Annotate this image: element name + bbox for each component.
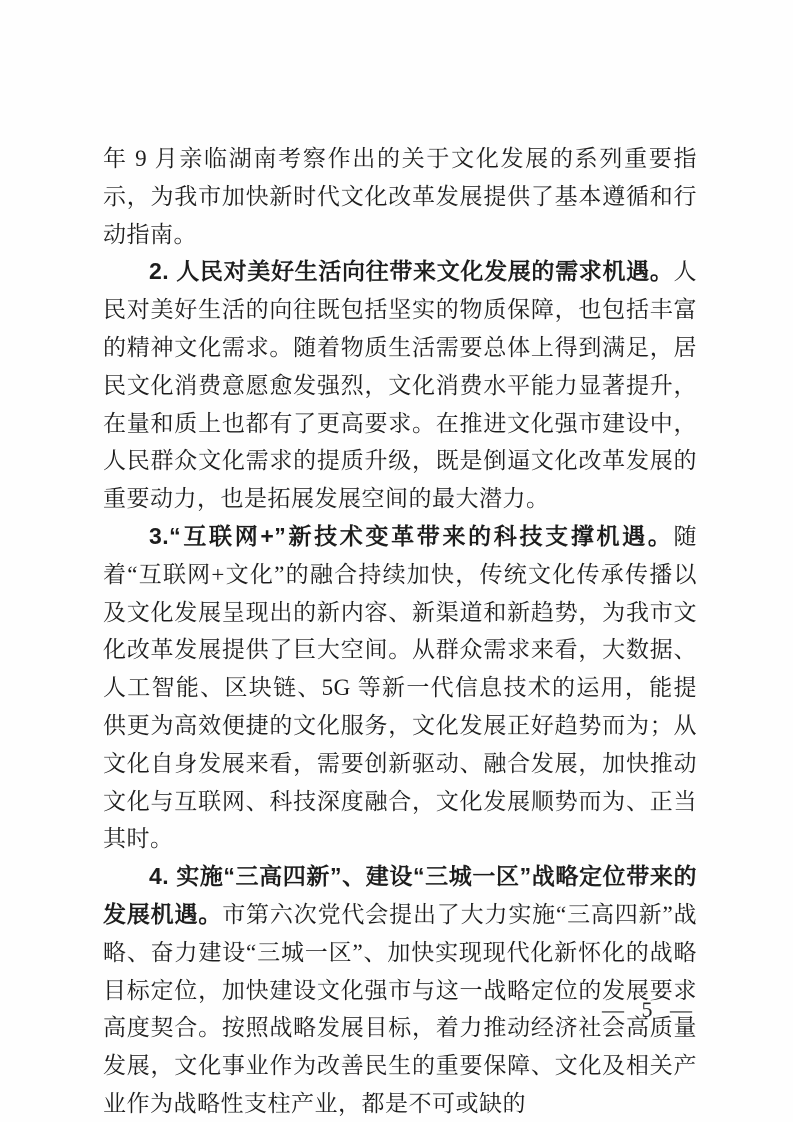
paragraph-text: 年 9 月亲临湖南考察作出的关于文化发展的系列重要指示，为我市加快新时代文化改革发展提供了基本遵循和行动指南。 (103, 146, 697, 247)
paragraph (103, 518, 697, 858)
page-number: — 5 — (602, 997, 693, 1022)
paragraph-lead: 4. 实施“三高四新”、建设“三城一区”战略定位带来的发展机遇。 (103, 863, 697, 927)
paragraph-lead: 3.“互联网+”新技术变革带来的科技支撑机遇。 (149, 522, 674, 549)
paragraph-text: 随着“互联网+文化”的融合持续加快，传统文化传承传播以及文化发展呈现出的新内容、新渠道和新趋势，为我市文化改革发展提供了巨大空间。从群众需求来看，大数据、人工智能、区块链、5G 等新一代信息技术的运用，能提供更为高效便捷的文化服务，文化发展正好趋势而为；从文化自身发展来看，需要创新驱动、融合发展，加快推动文化与互联网、科技深度融合，文化发展顺势而为、正当其时。 (103, 523, 697, 852)
paragraph (103, 140, 697, 253)
paragraph-text: 市第六次党代会提出了大力实施“三高四新”战略、奋力建设“三城一区”、加快实现现代化新怀化的战略目标定位，加快建设文化强市与这一战略定位的发展要求高度契合。按照战略发展目标，着力推动经济社会高质量发展，文化事业作为改善民生的重要保障、文化及相关产业作为战略性支柱产业，都是不可或缺的 (103, 901, 697, 1116)
paragraph (103, 858, 697, 1122)
paragraph-lead: 2. 人民对美好生活向往带来文化发展的需求机遇。 (149, 258, 674, 285)
paragraph-text: 人民对美好生活的向往既包括坚实的物质保障，也包括丰富的精神文化需求。随着物质生活需要总体上得到满足，居民文化消费意愿愈发强烈，文化消费水平能力显著提升，在量和质上也都有了更高要求。在推进文化强市建设中，人民群众文化需求的提质升级，既是倒逼文化改革发展的重要动力，也是拓展发展空间的最大潜力。 (103, 259, 697, 512)
paragraph (103, 253, 697, 518)
document-content (103, 140, 697, 1122)
